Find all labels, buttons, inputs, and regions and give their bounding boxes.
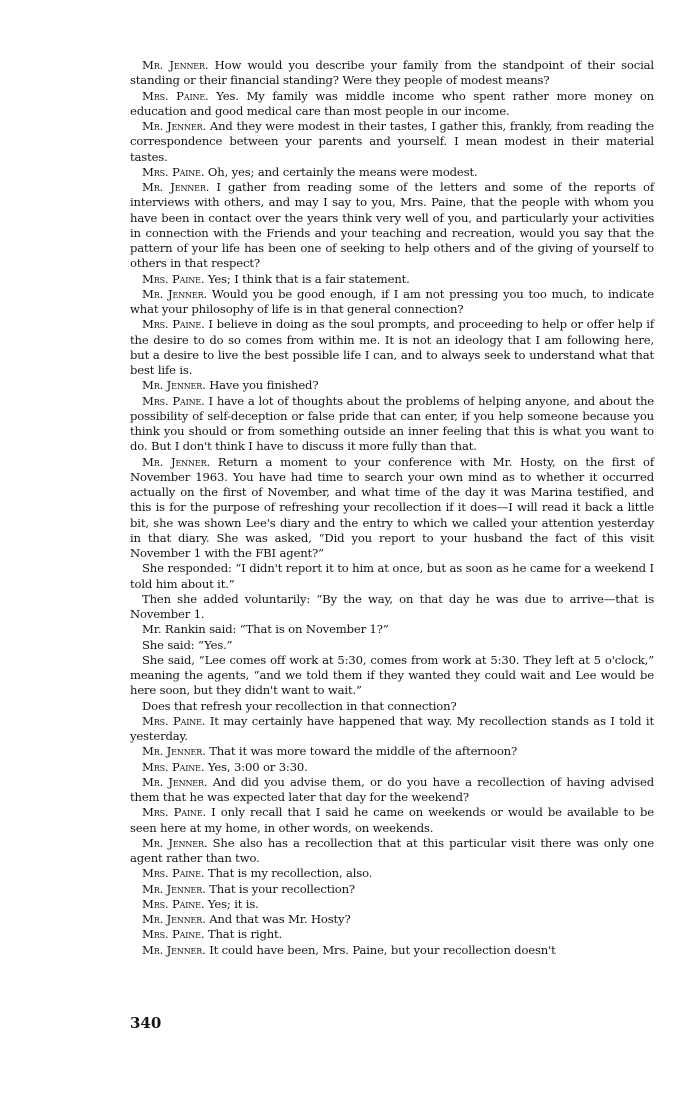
paragraph [130, 317, 654, 378]
paragraph-text: And they were modest in their tastes, I gather this, frankly, from reading the correspondence between your parents and yourself. I mean modest in their material tastes. [130, 119, 654, 164]
transcript-body [130, 58, 654, 958]
paragraph [130, 714, 654, 745]
speaker-name: Mr. Jenner. [142, 912, 206, 926]
paragraph [130, 866, 654, 881]
paragraph-text: Have you finished? [209, 378, 319, 393]
paragraph [130, 455, 654, 562]
paragraph-text: It could have been, Mrs. Paine, but your recollection doesn't [209, 942, 556, 957]
speaker-name: Mrs. Paine. [142, 896, 205, 911]
paragraph-text: Yes. My family was middle income who spent rather more money on education and good medical care than most people in our income. [130, 88, 655, 118]
paragraph-text: She said: “Yes.” [142, 637, 233, 652]
speaker-name: Mrs. Paine. [142, 759, 205, 774]
paragraph-text: It may certainly have happened that way. My recollection stands as I told it yesterday. [130, 713, 655, 743]
speaker-name: Mr. Jenner. [142, 774, 208, 789]
paragraph-text: Yes; it is. [207, 896, 259, 911]
paragraph-text: That is right. [207, 927, 283, 942]
paragraph [130, 805, 654, 836]
paragraph [130, 927, 654, 942]
speaker-name: Mr. Jenner. [142, 286, 207, 301]
speaker-name: Mr. Jenner. [142, 942, 206, 957]
paragraph-text: Yes, 3:00 or 3:30. [207, 759, 308, 774]
paragraph [130, 836, 654, 867]
paragraph [130, 287, 654, 318]
paragraph [130, 775, 654, 806]
paragraph [130, 58, 654, 89]
speaker-name: Mr. Jenner. [142, 119, 206, 133]
paragraph [130, 89, 654, 120]
speaker-name: Mr. Jenner. [142, 180, 210, 194]
paragraph-text: That is my recollection, also. [207, 866, 373, 881]
speaker-name: Mr. Jenner. [142, 454, 210, 469]
paragraph [130, 622, 654, 637]
speaker-name: Mrs. Paine. [142, 164, 205, 179]
speaker-name: Mrs. Paine. [142, 713, 206, 728]
speaker-name: Mrs. Paine. [142, 866, 205, 881]
paragraph-text: Does that refresh your recollection in that connection? [142, 698, 457, 713]
paragraph [130, 638, 654, 653]
speaker-name: Mrs. Paine. [142, 271, 205, 286]
paragraph [130, 394, 654, 455]
paragraph-text: Then she added voluntarily: “By the way, on that day he was due to arrive—that is November 1. [130, 591, 654, 621]
paragraph-text: She also has a recollection that at this particular visit there was only one agent rather than two. [130, 835, 654, 865]
paragraph [130, 744, 654, 759]
paragraph-text: I have a lot of thoughts about the problems of helping anyone, and about the possibility of self-deception or false pride that can enter, if you help someone because you think you should or from something outside an inner feeling that this is what you want to do. But I don't think I have to discuss it more fully than that. [130, 393, 654, 454]
speaker-name: Mr. Jenner. [142, 58, 209, 72]
paragraph [130, 699, 654, 714]
paragraph-text: I only recall that I said he came on weekends or would be available to be seen here at my home, in other words, on weekends. [130, 805, 655, 835]
page-number: 340 [130, 1014, 162, 1032]
speaker-name: Mr. Jenner. [142, 835, 208, 850]
paragraph-text: Return a moment to your conference with Mr. Hosty, on the first of November 1963. You have had time to search your own mind as to whether it occurred actually on the first of November, and what time of the day it was Marina testified, and this is for the purpose of refreshing your recollection if it does—I will read it back a little bit, she was shown Lee's diary and the entry to which we called your attention yesterday in that diary. She was asked, “Did you report to your husband the fact of this visit November 1 with the FBI agent?” [130, 454, 654, 560]
paragraph-text: She said, “Lee comes off work at 5:30, comes from work at 5:30. They left at 5 o'clock,” meaning the agents, “and we told them if they wanted they could wait and Lee would be here soon, but they didn't want to wait.” [130, 652, 654, 698]
paragraph-text: Mr. Rankin said: “That is on November 1?” [142, 622, 389, 637]
paragraph-text: That it was more toward the middle of the afternoon? [209, 744, 518, 759]
paragraph [130, 561, 654, 592]
speaker-name: Mrs. Paine. [142, 805, 206, 820]
paragraph [130, 912, 654, 927]
paragraph [130, 165, 654, 180]
speaker-name: Mr. Jenner. [142, 744, 206, 759]
paragraph [130, 180, 654, 272]
paragraph-text: I gather from reading some of the letters and some of the reports of interviews with others, and may I say to you, Mrs. Paine, that the people with whom you have been in contact over the years think very well of you, and particularly your activities in connection with the Friends and your teaching and recreation, would you say that the pattern of your life has been one of seeking to help others and of the giving of yourself to others in that respect? [130, 180, 654, 271]
paragraph-text: And that was Mr. Hosty? [209, 912, 351, 926]
paragraph [130, 378, 654, 393]
speaker-name: Mr. Jenner. [142, 378, 206, 393]
paragraph [130, 882, 654, 897]
paragraph-text: Oh, yes; and certainly the means were modest. [207, 164, 478, 179]
paragraph [130, 897, 654, 912]
paragraph [130, 943, 654, 958]
paragraph [130, 760, 654, 775]
speaker-name: Mrs. Paine. [142, 88, 209, 103]
speaker-name: Mrs. Paine. [142, 927, 205, 942]
paragraph [130, 592, 654, 623]
paragraph-text: She responded: “I didn't report it to him at once, but as soon as he came for a weekend I told him about it.” [130, 561, 654, 591]
paragraph [130, 272, 654, 287]
speaker-name: Mr. Jenner. [142, 881, 206, 896]
paragraph [130, 119, 654, 165]
speaker-name: Mrs. Paine. [142, 393, 205, 408]
paragraph-text: And did you advise them, or do you have a recollection of having advised them that he was expected later that day for the weekend? [130, 774, 654, 804]
speaker-name: Mrs. Paine. [142, 317, 205, 332]
paragraph-text: Would you be good enough, if I am not pressing you too much, to indicate what your philosophy of life is in that general connection? [130, 286, 654, 316]
paragraph-text: I believe in doing as the soul prompts, and proceeding to help or offer help if the desire to do so comes from within me. It is not an ideology that I am following here, but a desire to live the best possible life I can, and to always seek to understand what that best life is. [130, 317, 655, 377]
paragraph-text: Yes; I think that is a fair statement. [207, 271, 410, 286]
paragraph [130, 653, 654, 699]
paragraph-text: How would you describe your family from the standpoint of their social standing or their financial standing? Were they people of modest means? [130, 58, 654, 88]
paragraph-text: That is your recollection? [209, 881, 356, 896]
